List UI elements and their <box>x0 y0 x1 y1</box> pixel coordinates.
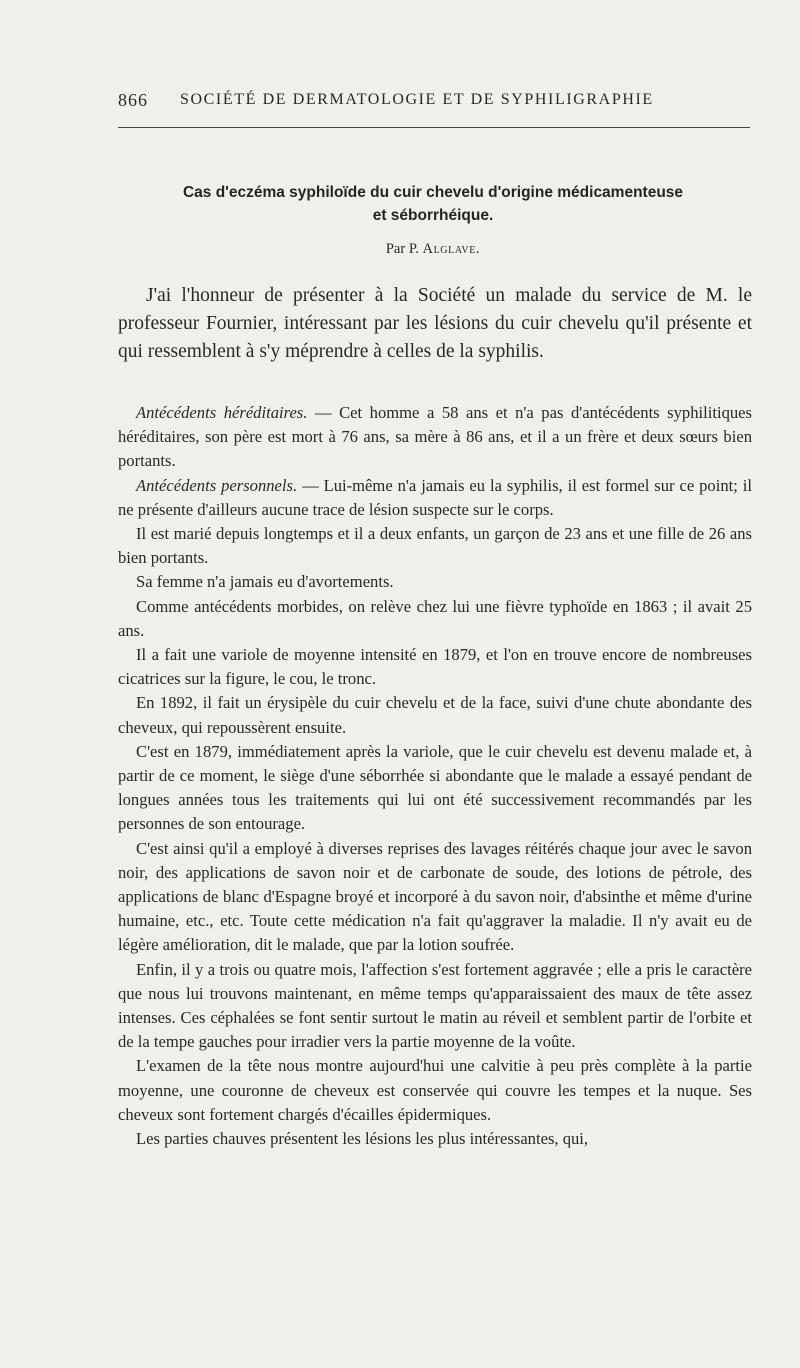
paragraph <box>118 691 752 739</box>
article-title-line-1: Cas d'eczéma syphiloïde du cuir chevelu d'origine médicamenteuse <box>182 184 684 201</box>
paragraph-heading: Antécédents personnels. <box>136 475 298 495</box>
article-body <box>118 401 752 1151</box>
paragraph-text: Enfin, il y a trois ou quatre mois, l'affection s'est fortement aggravée ; elle a pris le caractère que nous lui trouvons maintenant, en même temps qu'apparaissaient des maux de tête assez intenses. Ces céphalées se font sentir surtout le matin au réveil et semblent partir de l'orbite et de la tempe gauches pour irradier vers la partie moyenne de la voûte. <box>118 959 752 1052</box>
paragraph <box>118 643 752 691</box>
paragraph-text: C'est ainsi qu'il a employé à diverses reprises des lavages réitérés chaque jour avec le savon noir, des applications de savon noir et de carbonate de soude, des lotions de pétrole, des applications de blanc d'Espagne broyé et incorporé à du savon noir, d'absinthe et même d'urine humaine, etc., etc. Toute cette médication n'a fait qu'aggraver la maladie. Il n'y avait eu de légère amélioration, dit le malade, que par la lotion soufrée. <box>118 838 752 955</box>
paragraph-text: — Lui-même n'a jamais eu la syphilis, il est formel sur ce point; il ne présente d'ailleurs aucune trace de lésion suspecte sur le corps. <box>118 475 752 519</box>
article-title-line-2: et séborrhéique. <box>372 207 494 224</box>
paragraph-text: Il est marié depuis longtemps et il a deux enfants, un garçon de 23 ans et une fille de 26 ans bien portants. <box>118 524 752 568</box>
paragraph-text: C'est en 1879, immédiatement après la variole, que le cuir chevelu est devenu malade et, à partir de ce moment, le siège d'une séborrhée si abondante que le malade a essayé pendant de longues années tous les traitements qui lui ont été successivement recommandés par les personnes de son entourage. <box>118 741 752 834</box>
paragraph-text: Les parties chauves présentent les lésions les plus intéressantes, qui, <box>136 1129 589 1149</box>
paragraph <box>118 740 752 837</box>
lead-paragraph-text: J'ai l'honneur de présenter à la Société un malade du service de M. le professeur Fournier, intéressant par les lésions du cuir chevelu qu'il présente et qui ressemblent à s'y méprendre à celles de la syphilis. <box>118 285 752 362</box>
paragraph-heading: Antécédents héréditaires. <box>136 403 308 422</box>
paragraph-text: En 1892, il fait un érysipèle du cuir chevelu et de la face, suivi d'une chute abondante des cheveux, qui repoussèrent ensuite. <box>118 693 752 737</box>
paragraph-text: Il a fait une variole de moyenne intensité en 1879, et l'on en trouve encore de nombreuses cicatrices sur la figure, le cou, le tronc. <box>118 645 752 689</box>
article-author <box>110 241 756 258</box>
paragraph <box>118 522 752 570</box>
author-name: Alglave. <box>422 241 481 257</box>
running-title: SOCIÉTÉ DE DERMATOLOGIE ET DE SYPHILIGRAPHIE <box>180 91 654 108</box>
paragraph <box>118 1054 752 1127</box>
paragraph <box>118 958 752 1055</box>
paragraph-text: L'examen de la tête nous montre aujourd'hui une calvitie à peu près complète à la partie moyenne, une couronne de cheveux est conservée qui couvre les tempes et la nuque. Ses cheveux sont fortement chargés d'écailles épidermiques. <box>118 1056 752 1124</box>
paragraph <box>118 837 752 958</box>
lead-paragraph <box>118 282 752 366</box>
author-prefix: Par P. <box>385 241 419 257</box>
paragraph <box>118 401 752 474</box>
paragraph-text: Comme antécédents morbides, on relève chez lui une fièvre typhoïde en 1863 ; il avait 25 ans. <box>118 596 752 640</box>
paragraph-text: Sa femme n'a jamais eu d'avortements. <box>136 572 394 592</box>
article-title <box>110 181 756 227</box>
paragraph-text: — Cet homme a 58 ans et n'a pas d'antécédents syphilitiques héréditaires, son père est mort à 76 ans, sa mère à 86 ans, et il a un frère et deux sœurs bien portants. <box>118 403 752 471</box>
paragraph <box>118 474 752 522</box>
paragraph <box>118 570 752 594</box>
paragraph <box>118 595 752 643</box>
paragraph <box>118 1127 752 1151</box>
page-number: 866 <box>118 90 148 110</box>
header-rule <box>118 127 750 128</box>
